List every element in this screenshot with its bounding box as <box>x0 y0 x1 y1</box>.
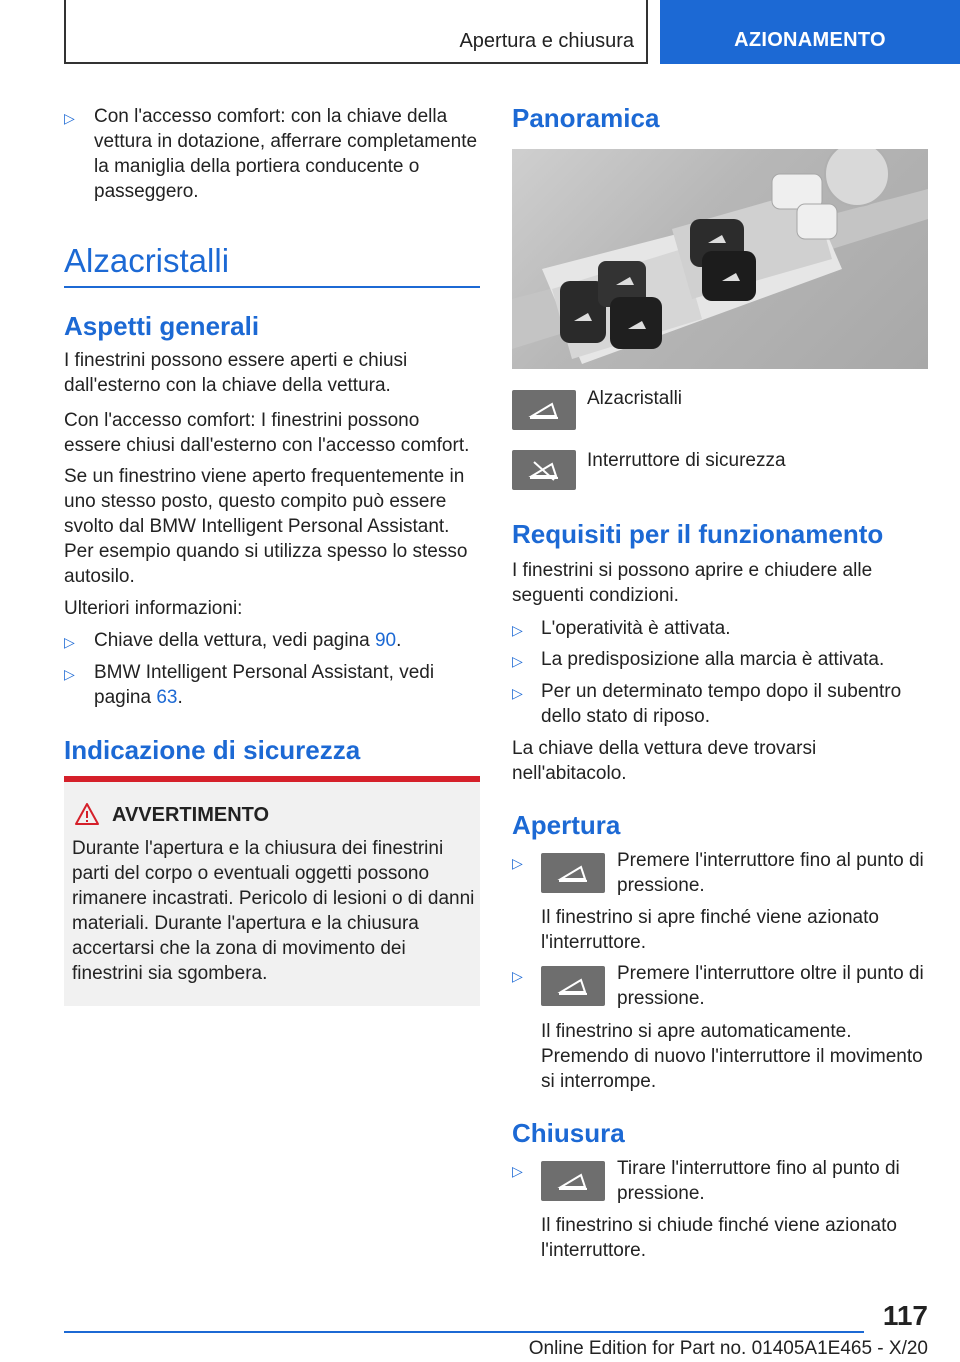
requirement-item: L'operatività è attivata. <box>541 618 731 639</box>
edition-text: Online Edition for Part no. 01405A1E465 - X/20 <box>528 1338 928 1359</box>
closing-step-1-result: Il finestrino si chiude finché viene azionato l'interruttore. <box>541 1215 897 1261</box>
window-switch-photo <box>512 149 928 369</box>
section-title: Apertura e chiusura <box>459 30 634 52</box>
window-switch-icon <box>541 853 605 893</box>
bullet-icon: ▷ <box>512 685 523 701</box>
heading-opening: Apertura <box>512 810 621 840</box>
bullet-icon: ▷ <box>64 666 75 682</box>
heading-requirements: Requisiti per il funzionamento <box>512 519 884 549</box>
general-paragraph-1: I finestrini possono essere aperti e chiusi dall'esterno con la chiave della vettura. <box>64 350 408 396</box>
requirements-intro: I finestrini si possono aprire e chiudere alle seguenti condizioni. <box>512 560 873 606</box>
heading-closing: Chiusura <box>512 1118 625 1148</box>
bullet-icon: ▷ <box>512 968 523 984</box>
title-rule <box>64 286 480 288</box>
chapter-tab[interactable] <box>660 0 960 64</box>
opening-step-1-result: Il finestrino si apre finché viene azionato l'interruttore. <box>541 907 879 953</box>
opening-step-2-action: Premere l'interruttore oltre il punto di pressione. <box>617 963 924 1009</box>
bullet-icon: ▷ <box>64 110 75 126</box>
general-paragraph-2: Con l'accesso comfort: I finestrini possono essere chiusi dall'esterno con l'accesso comfort. <box>64 410 470 456</box>
page-link[interactable]: 63 <box>156 687 178 708</box>
window-switch-icon <box>541 966 605 1006</box>
warning-triangle-icon <box>74 802 100 826</box>
warning-title: AVVERTIMENTO <box>112 804 270 826</box>
page-link[interactable]: 90 <box>374 630 397 651</box>
bullet-icon: ▷ <box>512 622 523 638</box>
general-paragraph-4: Ulteriori informazioni: <box>64 598 243 619</box>
window-switch-icon <box>541 1161 605 1201</box>
reference-tail: . <box>177 687 183 708</box>
page-number: 117 <box>882 1300 928 1331</box>
intro-bullet-text: Con l'accesso comfort: con la chiave della vettura in dotazione, afferrare completamente la maniglia della portiera conducente o passeggero. <box>94 106 478 202</box>
requirements-note: La chiave della vettura deve trovarsi nell'abitacolo. <box>512 738 817 784</box>
warning-text: Durante l'apertura e la chiusura dei finestrini parti del corpo o eventuali oggetti possono rimanere incastrati. Pericolo di lesioni o di danni materiali. Durante l'apertura e la chiusura accertarsi che la zona di movimento dei finestrini sia sgombera. <box>72 838 475 984</box>
footer-rule <box>64 1331 864 1333</box>
reference-item <box>94 628 482 653</box>
reference-text: Chiave della vettura, vedi pagina <box>94 630 375 651</box>
reference-text: BMW Intelligent Personal Assistant, vedi pagina <box>94 662 435 708</box>
bullet-icon: ▷ <box>64 634 75 650</box>
legend-label-safety: Interruttore di sicurezza <box>587 450 786 471</box>
page-title: Alzacristalli <box>64 242 230 279</box>
requirement-item: La predisposizione alla marcia è attivata. <box>541 649 885 670</box>
legend-label-window: Alzacristalli <box>587 388 683 409</box>
heading-general: Aspetti generali <box>64 311 260 341</box>
bullet-icon: ▷ <box>512 653 523 669</box>
safety-switch-icon <box>512 450 576 490</box>
warning-bar <box>64 776 480 782</box>
door-panel-illustration <box>512 149 928 369</box>
general-paragraph-3: Se un finestrino viene aperto frequentemente in uno stesso posto, questo compito può essere svolto dal BMW Intelligent Personal Assistant. Per esempio quando si utilizza spesso lo stesso autosilo. <box>64 466 468 587</box>
closing-step-1-action: Tirare l'interruttore fino al punto di pressione. <box>617 1158 900 1204</box>
bullet-icon: ▷ <box>512 855 523 871</box>
opening-step-2-result: Il finestrino si apre automaticamente. Premendo di nuovo l'interruttore il movimento si interrompe. <box>541 1021 923 1092</box>
window-switch-icon <box>512 390 576 430</box>
requirement-item: Per un determinato tempo dopo il subentro dello stato di riposo. <box>541 681 902 727</box>
reference-item <box>94 660 474 710</box>
opening-step-1-action: Premere l'interruttore fino al punto di pressione. <box>617 850 924 896</box>
heading-overview: Panoramica <box>512 103 660 133</box>
reference-tail: . <box>396 630 402 651</box>
chapter-tab-label: AZIONAMENTO <box>734 29 886 51</box>
bullet-icon: ▷ <box>512 1163 523 1179</box>
heading-safety: Indicazione di sicurezza <box>64 735 361 765</box>
